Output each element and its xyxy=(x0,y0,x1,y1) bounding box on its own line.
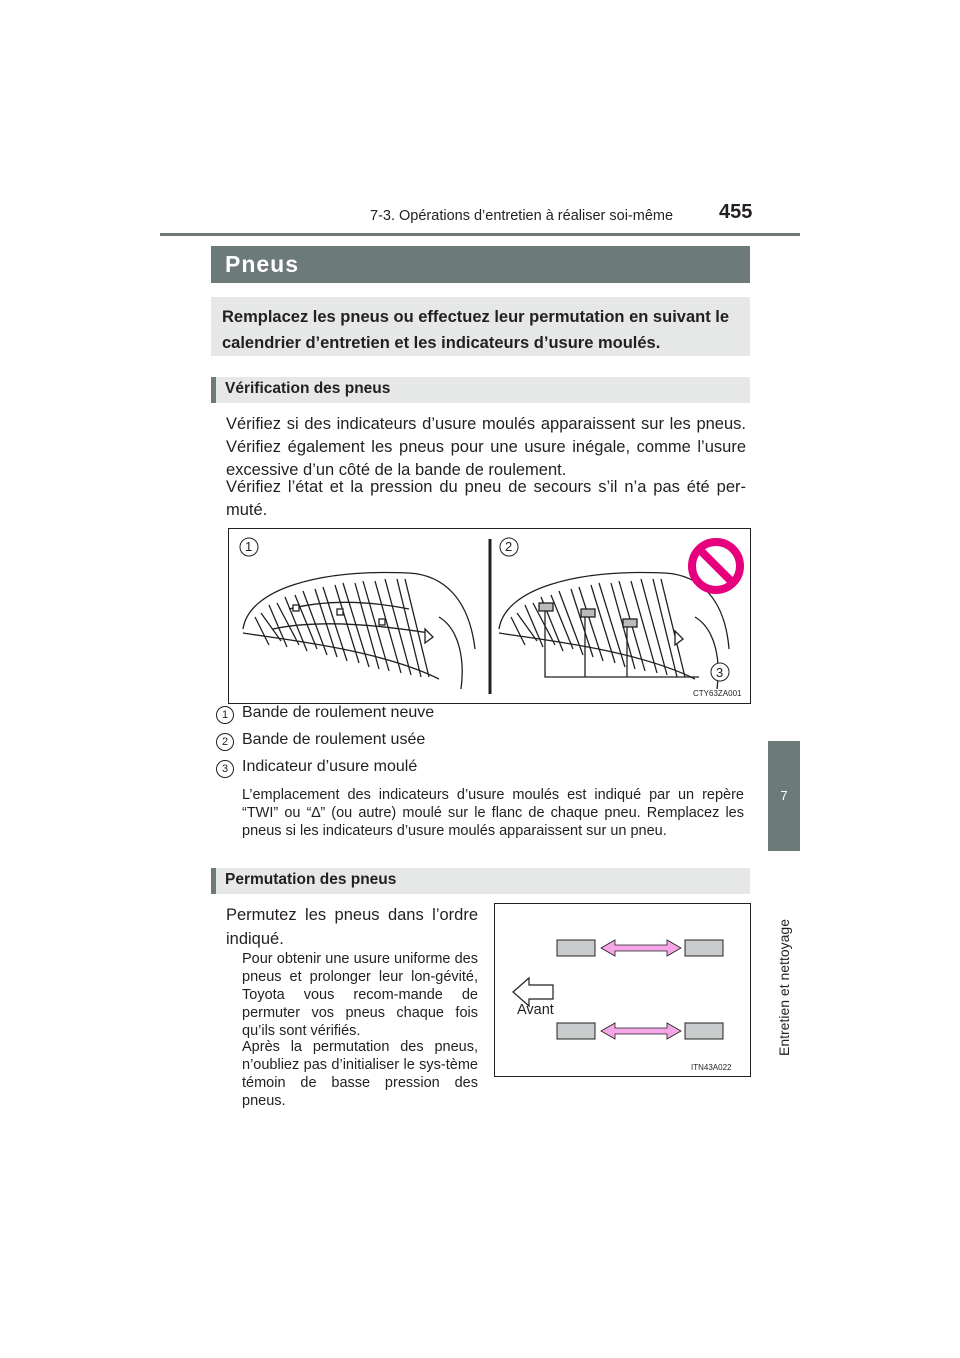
subheading-rotation xyxy=(211,868,750,894)
legend-number: 2 xyxy=(216,733,234,751)
swap-arrow-rear-icon xyxy=(601,1023,681,1039)
new-tread-tire-icon xyxy=(243,572,475,689)
chapter-label-text: Entretien et nettoyage xyxy=(776,919,792,1056)
rotation-note-1: Pour obtenir une usure uniforme des pneus et prolonger leur lon-gévité, Toyota vous recom-mande de permuter vos pneus chaque fois qu’ils sont vérifiés. xyxy=(242,951,478,1039)
header-rule xyxy=(160,233,800,236)
legend-label: Bande de roulement usée xyxy=(242,731,426,748)
page-number: 455 xyxy=(719,201,753,223)
subheading-bar xyxy=(211,868,216,894)
tread-figure xyxy=(228,528,751,704)
check-paragraph-2: Vérifiez l’état et la pression du pneu de secours s’il n’a pas été per-muté. xyxy=(226,478,746,519)
section-title: Pneus xyxy=(225,251,300,277)
legend-number: 3 xyxy=(216,760,234,778)
subheading-check-text: Vérification des pneus xyxy=(225,380,391,397)
legend-label: Indicateur d’usure moulé xyxy=(242,758,418,775)
front-label: Avant xyxy=(517,1002,554,1018)
figure-code: ITN43A022 xyxy=(691,1063,732,1072)
subheading-rotation-text: Permutation des pneus xyxy=(225,871,397,888)
figure-code: CTY63ZA001 xyxy=(693,689,742,698)
callout-3-label: 3 xyxy=(716,665,724,680)
rear-left-tire-icon xyxy=(557,1023,595,1039)
running-header-section: 7-3. Opérations d’entretien à réaliser soi-même xyxy=(370,208,674,224)
legend-label: Bande de roulement neuve xyxy=(242,704,435,721)
check-note: L’emplacement des indicateurs d’usure moulés est indiqué par un repère “TWI” ou “∆” (ou autre) moulé sur le flanc de chaque pneu. Remplacez les pneus si les indicateurs d’usure moulés apparaissent sur un pneu. xyxy=(242,787,744,839)
chapter-label xyxy=(776,860,794,1060)
legend-number: 1 xyxy=(216,706,234,724)
rotation-diagram xyxy=(495,904,750,1076)
check-paragraph-1: Vérifiez si des indicateurs d’usure moulés apparaissent sur les pneus. Vérifiez également les pneus pour une usure inégale, comme l’usure excessive d’un côté de la bande de roulement. xyxy=(226,415,746,479)
intro-box xyxy=(211,297,750,356)
rotation-figure xyxy=(494,903,751,1077)
tread-illustration xyxy=(229,529,750,703)
subheading-check xyxy=(211,377,750,403)
chapter-tab: 7 xyxy=(768,741,800,851)
callout-2-label: 2 xyxy=(505,539,513,554)
rotation-paragraph: Permutez les pneus dans l’ordre indiqué. xyxy=(226,906,478,948)
subheading-bar xyxy=(211,377,216,403)
prohibited-icon xyxy=(692,542,740,590)
intro-text: Remplacez les pneus ou effectuez leur permutation en suivant le calendrier d’entretien et les indicateurs d’usure moulés. xyxy=(222,308,730,352)
front-right-tire-icon xyxy=(685,940,723,956)
swap-arrow-front-icon xyxy=(601,940,681,956)
rotation-note-2: Après la permutation des pneus, n’oubliez pas d’initialiser le sys-tème témoin de basse pression des pneus. xyxy=(242,1039,478,1109)
rear-right-tire-icon xyxy=(685,1023,723,1039)
section-title-bar xyxy=(211,246,750,283)
worn-tread-tire-icon xyxy=(499,572,729,689)
front-left-tire-icon xyxy=(557,940,595,956)
callout-1-label: 1 xyxy=(245,539,253,554)
